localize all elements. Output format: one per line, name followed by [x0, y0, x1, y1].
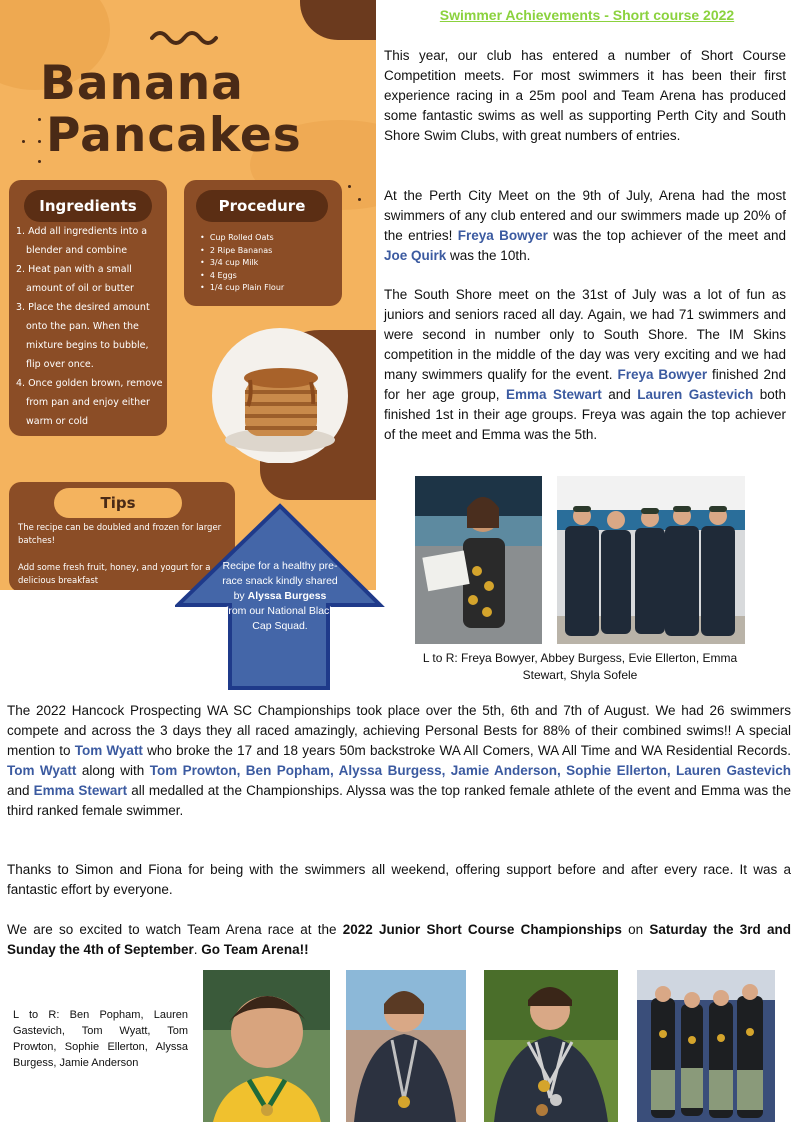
recipe-card	[0, 0, 376, 590]
procedure-heading: Procedure	[196, 190, 328, 222]
list-item: onto the pan. When the	[26, 321, 139, 332]
list-item: • 2 Ripe Bananas	[200, 245, 273, 255]
list-item: flip over once.	[26, 359, 94, 370]
recipe-title-line2: Pancakes	[46, 108, 302, 163]
ingredients-heading: Ingredients	[24, 190, 152, 222]
procedure-list	[200, 232, 340, 295]
list-item: • Cup Rolled Oats	[200, 233, 274, 242]
page-title: Swimmer Achievements - Short course 2022	[439, 7, 735, 23]
paragraph-upcoming: We are so excited to watch Team Arena race at the 2022 Junior Short Course Championships on Saturday the 3rd and Sunday the 4th of September. Go Team Arena!!	[7, 922, 791, 957]
photo-group-of-four	[637, 970, 775, 1122]
paragraph-perth-city: At the Perth City Meet on the 9th of July, Arena had the most swimmers of any club entered and our swimmers made up 20% of the entries! Freya Bowyer was the top achiever of the meet and Joe Quirk was the 10th.	[384, 188, 786, 263]
paragraph-championships: The 2022 Hancock Prospecting WA SC Championships took place over the 5th, 6th and 7th of August. We had 26 swimmers compete and across the 3 days they all raced amazingly, achieving Personal Bests for 88% of their combined swims!! A special mention to Tom Wyatt who broke the 17 and 18 years 50m backstroke WA All Comers, WA All Time and WA Residential Records. Tom Wyatt along with Tom Prowton, Ben Popham, Alyssa Burgess, Jamie Anderson, Sophie Ellerton, Lauren Gastevich and Emma Stewart all medalled at the Championships. Alyssa was the top ranked female athlete of the event and Emma was the third ranked female swimmer.	[7, 703, 791, 818]
photo-group-of-five	[557, 476, 745, 644]
list-item: warm or cold	[26, 416, 89, 427]
list-item: 3. Place the desired amount	[16, 302, 150, 313]
list-item: mixture begins to bubble,	[26, 340, 149, 351]
list-item: amount of oil or butter	[26, 283, 134, 294]
photo-swimmer-medals	[484, 970, 618, 1122]
list-item: • 1/4 cup Plain Flour	[200, 283, 285, 292]
pancake-stack-image	[205, 328, 365, 463]
list-item: 2. Heat pan with a small	[16, 264, 132, 275]
tips-heading: Tips	[54, 488, 182, 518]
ingredients-list	[16, 222, 166, 431]
photo-caption-2: L to R: Ben Popham, Lauren Gastevich, Tom Wyatt, Tom Prowton, Sophie Ellerton, Alyssa Burgess, Jamie Anderson	[13, 1009, 188, 1069]
squiggle-decoration	[150, 26, 230, 46]
photo-swimmer-australia	[203, 970, 330, 1122]
arrow-note: Recipe for a healthy pre-race snack kindly shared by Alyssa Burgess from our National Black Cap Squad.	[222, 560, 338, 632]
list-item: 1. Add all ingredients into a	[16, 226, 148, 237]
recipe-title-line1: Banana	[40, 56, 244, 111]
list-item: from pan and enjoy either	[26, 397, 150, 408]
list-item: • 3/4 cup Milk	[200, 258, 259, 267]
photo-caption-1: L to R: Freya Bowyer, Abbey Burgess, Evie Ellerton, Emma Stewart, Shyla Sofele	[422, 651, 738, 682]
paragraph-south-shore: The South Shore meet on the 31st of July was a lot of fun as juniors and seniors raced all day. Again, we had 71 swimmers and were second in number only to South Shore. The IM Skins competition in the middle of the day was very exciting and we had many swimmers qualify for the event. Freya Bowyer finished 2nd for her age group, Emma Stewart and Lauren Gastevich both finished 1st in their age groups. Freya was again the top achiever of the meet and Emma was the 5th.	[384, 287, 786, 442]
photo-swimmer-jacket	[346, 970, 466, 1122]
photo-freya-certificate	[415, 476, 542, 644]
list-item: blender and combine	[26, 245, 128, 256]
paragraph-thanks: Thanks to Simon and Fiona for being with the swimmers all weekend, offering support before and after every race. It was a fantastic effort by everyone.	[7, 862, 791, 897]
tips-text-2: Add some fresh fruit, honey, and yogurt for a delicious breakfast	[18, 563, 211, 586]
list-item: • 4 Eggs	[200, 270, 237, 280]
paragraph-intro: This year, our club has entered a number of Short Course Competition meets. For most swimmers it has been their first experience racing in a 25m pool and Team Arena has produced some fantastic swims as well as supporting Perth City and South Shore Swim Clubs, with great numbers of entries.	[384, 48, 786, 143]
list-item: 4. Once golden brown, remove	[16, 378, 163, 389]
tips-text-1: The recipe can be doubled and frozen for larger batches!	[18, 523, 222, 546]
